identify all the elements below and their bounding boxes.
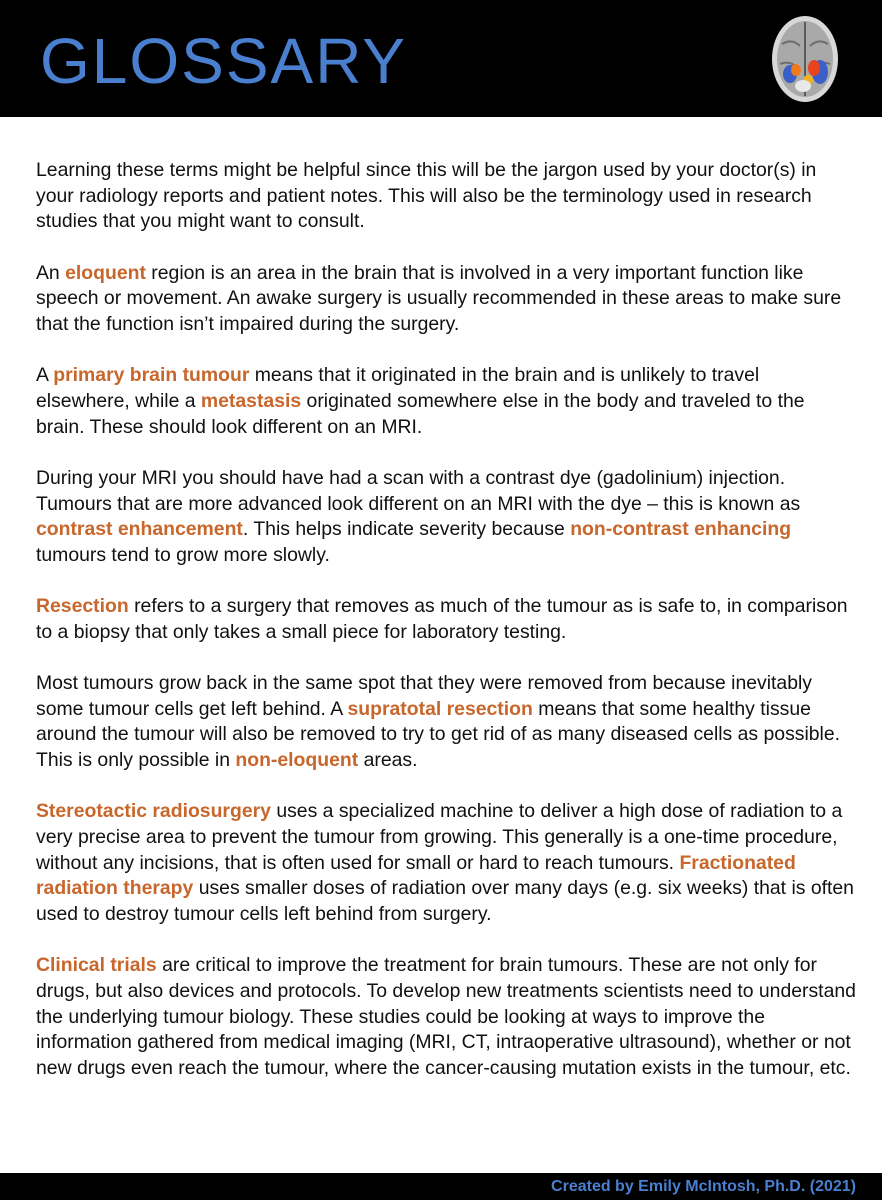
- page-title: GLOSSARY: [40, 25, 407, 97]
- term-supratotal-resection: supratotal resection: [347, 697, 533, 720]
- eloquent-paragraph: An eloquent region is an area in the brain that is involved in a very important function like speech or movement. An awake surgery is usually recommended in these areas to make sure that the function isn’t impaired during the surgery.: [36, 261, 842, 336]
- supratotal-paragraph: Most tumours grow back in the same spot that they were removed from because inevitably some tumour cells get left behind. A supratotal resection means that some healthy tissue around the tumour will also be removed to try to get rid of as many diseased cells as possible. This is only possible in non-eloquent areas.: [36, 672, 841, 772]
- author-credit: Created by Emily McIntosh, Ph.D. (2021): [551, 1178, 856, 1195]
- clinical-trials-paragraph: Clinical trials are critical to improve the treatment for brain tumours. These are not only for drugs, but also devices and protocols. To develop new treatments scientists need to understand the underlying tumour biology. These studies could be looking at ways to improve the information gathered from medical imaging (MRI, CT, intraoperative ultrasound), whether or not new drugs even reach the tumour, where the cancer-causing mutation exists in the tumour, etc.: [36, 954, 856, 1080]
- primary-tumour-paragraph: A primary brain tumour means that it originated in the brain and is unlikely to travel elsewhere, while a metastasis originated somewhere else in the body and traveled to the brain. These should look different on an MRI.: [36, 364, 805, 438]
- brain-scan-icon: [770, 14, 840, 104]
- term-non-contrast-enhancing: non-contrast enhancing: [570, 518, 792, 541]
- term-primary-brain-tumour: primary brain tumour: [53, 364, 250, 387]
- footer-bar: [0, 1173, 882, 1200]
- glossary-content: [36, 158, 856, 1107]
- resection-paragraph: Resection refers to a surgery that removes as much of the tumour as is safe to, in comparison to a biopsy that only takes a small piece for laboratory testing.: [36, 595, 848, 643]
- radiation-paragraph: Stereotactic radiosurgery uses a specialized machine to deliver a high dose of radiation to a very precise area to prevent the tumour from growing. This generally is a one-time procedure, without any incisions, that is often used for small or hard to reach tumours. Fractionated radiation therapy uses smaller doses of radiation over many days (e.g. six weeks) that is often used to destroy tumour cells left behind from surgery.: [36, 800, 854, 926]
- term-contrast-enhancement: contrast enhancement: [36, 518, 243, 541]
- term-clinical-trials: Clinical trials: [36, 954, 157, 977]
- intro-paragraph: Learning these terms might be helpful since this will be the jargon used by your doctor(s) in your radiology reports and patient notes. This will also be the terminology used in research studies that you might want to consult.: [36, 159, 817, 233]
- header-bar: [0, 0, 882, 117]
- term-stereotactic-radiosurgery: Stereotactic radiosurgery: [36, 800, 271, 823]
- contrast-paragraph: During your MRI you should have had a scan with a contrast dye (gadolinium) injection. Tumours that are more advanced look different on an MRI with the dye – this is known as contrast enhancement. This helps indicate severity because non-contrast enhancing tumours tend to grow more slowly.: [36, 466, 801, 566]
- term-non-eloquent: non-eloquent: [235, 749, 359, 772]
- term-metastasis: metastasis: [200, 389, 302, 412]
- term-fractionated-radiation-therapy: Fractionated radiation therapy: [36, 851, 796, 900]
- term-resection: Resection: [36, 595, 129, 618]
- term-eloquent: eloquent: [65, 261, 146, 284]
